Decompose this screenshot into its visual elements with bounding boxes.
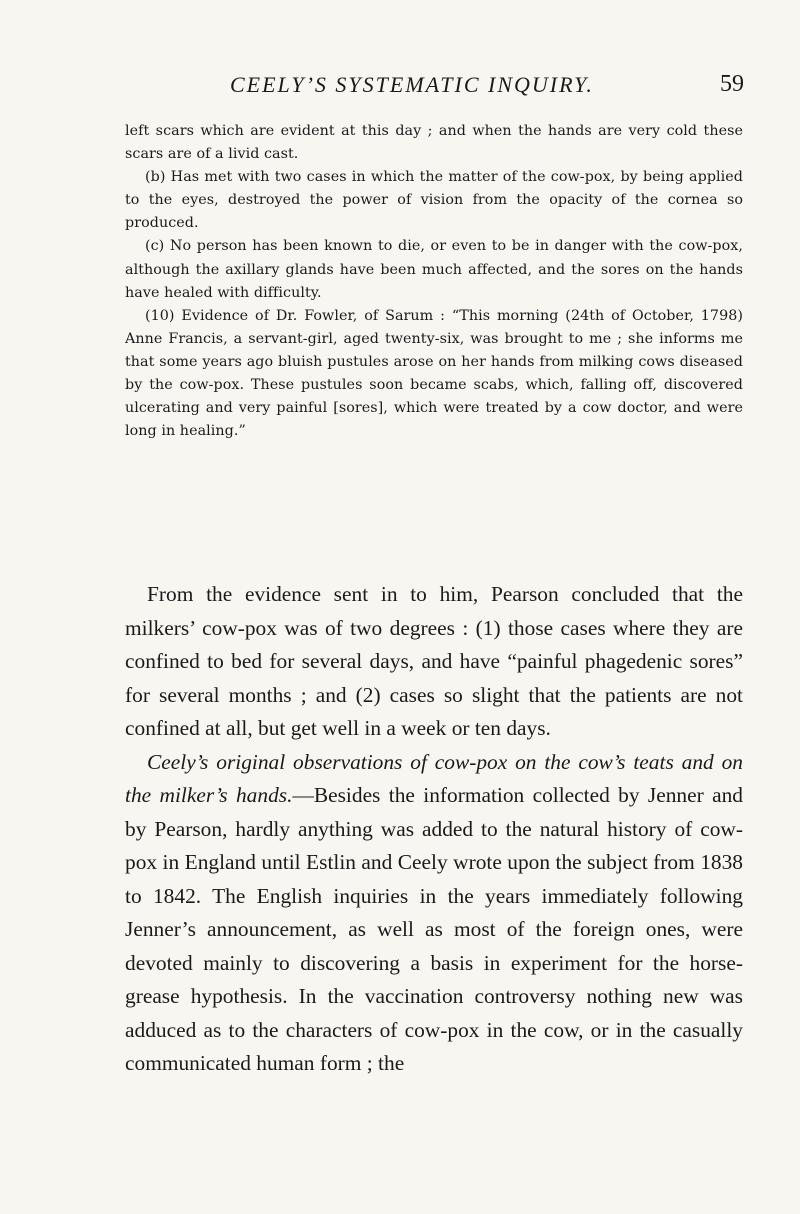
paragraph-scars: left scars which are evident at this day ; and when the hands are very cold these scars are of a livid cast.	[125, 123, 743, 163]
paragraph-ceely-text: —Besides the information collected by Jenner and by Pearson, hardly anything was added to the natural history of cow-pox in England until Estlin and Ceely wrote upon the subject from 1838 to 1842. The English inquiries in the years immediately following Jenner’s announcement, as well as most of the foreign ones, were devoted mainly to discovering a basis in experiment for the horse-grease hypothesis. In the vaccination controversy nothing new was adduced as to the characters of cow-pox in the cow, or in the casually communicated human form ; the	[125, 783, 743, 1075]
section-heading-italic: Ceely’s original observations of cow-pox on the cow’s teats and on the milker’s hands.	[125, 749, 743, 807]
page-number: 59	[720, 71, 744, 97]
paragraph-item-b: (b) Has met with two cases in which the matter of the cow-pox, by being applied to the eyes, destroyed the power of vision from the opacity of the cornea so produced.	[125, 169, 743, 232]
paragraph-pearson-conclusion: From the evidence sent in to him, Pearson concluded that the milkers’ cow-pox was of two degrees : (1) those cases where they are confined to bed for several days, and have “painful phagedenic sores” for several months ; and (2) cases so slight that the patients are not confined at all, but get well in a week or ten days.	[125, 582, 743, 740]
paragraph-evidence-fowler: (10) Evidence of Dr. Fowler, of Sarum : “This morning (24th of October, 1798) Anne Francis, a servant-girl, aged twenty-six, was brought to me ; she informs me that some years ago bluish pustules arose on her hands from milking cows diseased by the cow-pox. These pustules soon became scabs, which, falling off, discovered ulcerating and very painful [sores], which were treated by a cow doctor, and were long in healing.”	[125, 307, 743, 440]
running-head	[125, 72, 744, 102]
running-title: CEELY’S SYSTEMATIC INQUIRY.	[230, 72, 594, 97]
body-text-block	[125, 578, 743, 1081]
quoted-evidence-block	[125, 120, 743, 443]
paragraph-item-c: (c) No person has been known to die, or even to be in danger with the cow-pox, although the axillary glands have been much affected, and the sores on the hands have healed with difficulty.	[125, 238, 743, 301]
paragraph-ceely-observations	[125, 746, 743, 1081]
